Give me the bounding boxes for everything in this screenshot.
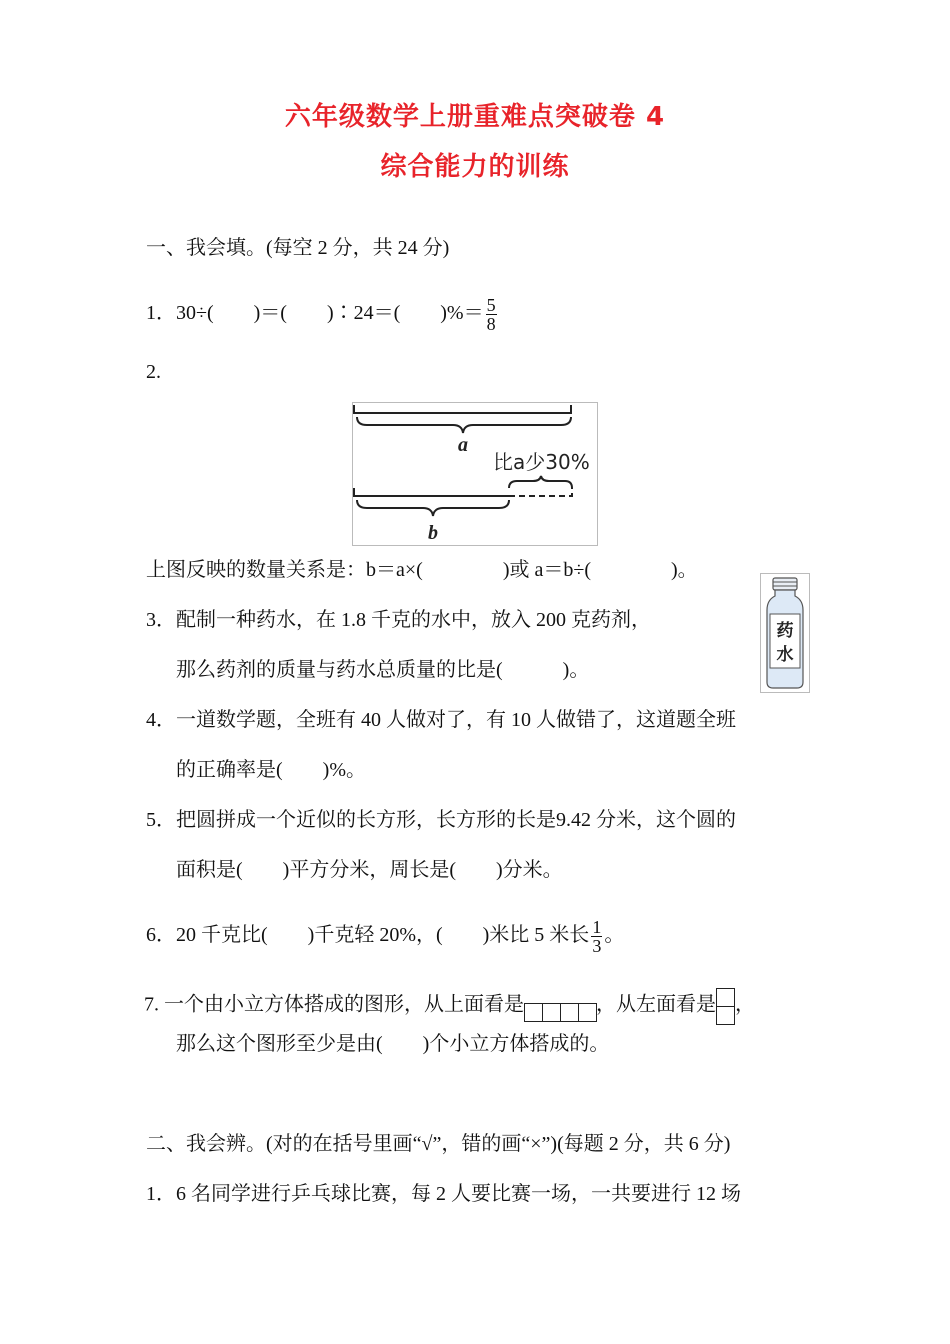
left-view-cube xyxy=(716,988,735,1007)
page-subtitle: 综合能力的训练 xyxy=(380,152,570,182)
top-view-figure xyxy=(524,997,596,1015)
top-view-cube xyxy=(560,1003,579,1022)
segment-b-line xyxy=(354,488,509,496)
question-6-text: 6．20 千克比( )千克轻 20%，( )米比 5 米长 xyxy=(146,924,590,947)
question-3-line-2: 那么药剂的质量与药水总质量的比是( )。 xyxy=(176,659,590,681)
question-5-line-2: 面积是( )平方分米，周长是( )分米。 xyxy=(176,859,563,881)
section-2-heading: 二、我会辨。(对的在括号里画“√”，错的画“×”)(每题 2 分，共 6 分) xyxy=(146,1133,731,1155)
fraction-denominator: 3 xyxy=(592,936,602,956)
question-4-line-1: 4．一道数学题，全班有 40 人做对了，有 10 人做错了，这道题全班 xyxy=(146,709,736,731)
fraction xyxy=(486,296,497,333)
segment-a-line xyxy=(354,405,571,413)
bottle-label-text-1: 药 xyxy=(776,621,794,641)
question-7-text-1: 7. 一个由小立方体搭成的图形，从上面看是 xyxy=(144,993,524,1016)
fraction xyxy=(591,918,602,955)
section-2-question-1: 1．6 名同学进行乒乓球比赛，每 2 人要比赛一场，一共要进行 12 场 xyxy=(146,1183,741,1205)
top-view-cube xyxy=(542,1003,561,1022)
brace-difference xyxy=(509,476,572,488)
question-7-line-1 xyxy=(144,988,755,1024)
section-1-heading: 一、我会填。(每空 2 分，共 24 分) xyxy=(146,237,450,259)
question-4-line-2: 的正确率是( )%。 xyxy=(176,759,366,781)
question-1-text: 1．30÷( )＝( )∶24＝( )%＝ xyxy=(146,302,484,325)
medicine-bottle-image xyxy=(760,573,810,693)
fraction-denominator: 8 xyxy=(486,314,496,334)
question-2-text: 上图反映的数量关系是：b＝a×( )或 a＝b÷( )。 xyxy=(146,559,698,581)
segment-difference-dashed xyxy=(509,488,572,496)
question-7-text-3: ， xyxy=(735,993,755,1016)
question-6-end: 。 xyxy=(604,924,625,947)
bottle-label-text-2: 水 xyxy=(776,645,794,665)
fraction-numerator: 1 xyxy=(592,917,602,937)
left-view-figure xyxy=(716,988,735,1024)
label-a: a xyxy=(458,434,468,456)
medicine-bottle-svg xyxy=(761,574,809,692)
left-view-cube xyxy=(716,1006,735,1025)
question-6 xyxy=(146,918,624,955)
question-5-line-1: 5．把圆拼成一个近似的长方形，长方形的长是9.42 分米，这个圆的 xyxy=(146,809,736,831)
label-b: b xyxy=(428,522,438,544)
question-7-text-2: ，从左面看是 xyxy=(596,993,716,1016)
segment-diagram-svg xyxy=(353,403,597,545)
question-2-number: 2. xyxy=(146,361,161,383)
question-7-line-2: 那么这个图形至少是由( )个小立方体搭成的。 xyxy=(176,1033,610,1055)
question-1 xyxy=(146,296,499,333)
top-view-cube xyxy=(524,1003,543,1022)
brace-b xyxy=(357,500,509,516)
fraction-numerator: 5 xyxy=(486,295,496,315)
question-3-line-1: 3．配制一种药水，在 1.8 千克的水中，放入 200 克药剂， xyxy=(146,609,651,631)
segment-diagram xyxy=(352,402,598,546)
annotation-label: 比a少30% xyxy=(493,450,590,474)
top-view-cube xyxy=(578,1003,597,1022)
brace-a xyxy=(357,417,571,433)
page-title: 六年级数学上册重难点突破卷 4 xyxy=(284,102,666,132)
bottle-cap xyxy=(773,578,797,590)
